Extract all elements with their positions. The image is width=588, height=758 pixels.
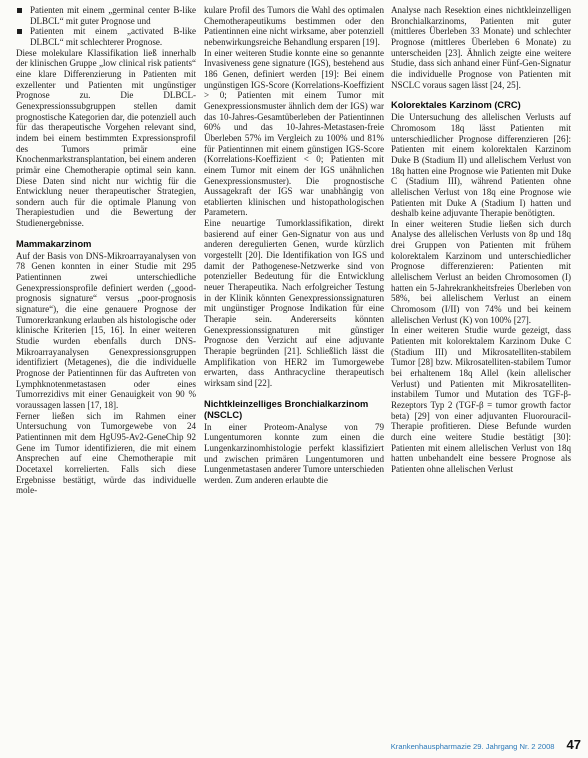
- paragraph: Diese molekulare Klassifikation ließ innerhalb der klinischen Gruppe „low clinical risk patients“ eine klare Differenzierung in Patienten mit exzellenter und Patienten mit ungünstiger Prognose zu. Die DLBCL-Genexpressionssubgruppen stellen damit prognostische Kategorien dar, die potenziell auch für das therapeutische Vorgehen relevant sind, indem bei einem bestimmten Expressionsprofil des Tumors primär eine Knochenmarkstransplantation, bei einem anderen primär eine Chemotherapie optimal sein kann. Diese Daten sind nicht nur wichtig für die Entwicklung neuer therapeutischer Strategien, sondern auch für die optimale Planung von Therapiestudien und die Bewertung der Studienergebnisse.: [16, 47, 196, 229]
- page-footer: [391, 737, 581, 751]
- text-column-1: [16, 5, 196, 496]
- section-heading-mammakarzinom: Mammakarzinom: [16, 238, 92, 249]
- paragraph: In einer weiteren Studie ließen sich durch Analyse des allelischen Verlusts von 8p und 18q drei Gruppen von Patienten mit frühem kolorektalem Karzinom und unterschiedlicher Prognose differenzieren: Patienten mit allelischem Verlust an beiden Chromosomen (I) hatten ein 5-Jahrekrankheitsfreies Überleben von 58%, bei allelischem Verlust an einem Chromosom (I/II) von 74% und bei keinem allelischen Verlust (K) von 100% [27].: [391, 218, 571, 325]
- text-column-3: [391, 5, 571, 475]
- paragraph: Auf der Basis von DNS-Mikroarrayanalysen von 78 Genen konnten in einer Studie mit 295 Patientinnen zwei unterschiedliche Genexpressionsprofile definiert werden („good-prognosis signature“ versus „poor-prognosis signature“), die eine genauere Prognose der Tumorerkrankung erlauben als histologische oder klinische Kriterien [15, 16]. In einer weiteren Studie wurden ebenfalls durch DNS-Mikroarrayanalysen Genexpressionsgruppen identifiziert (Metagenes), die die individuelle Prognose der Patientinnen für das Auftreten von Lymphknotenmetastasen oder eines Tumorrezidivs mit einer Genauigkeit von 90 % voraussagen lassen [17, 18].: [16, 250, 196, 410]
- section-heading-crc: Kolorektales Karzinom (CRC): [391, 100, 521, 111]
- paragraph: In einer weiteren Studie wurde gezeigt, dass Patienten mit kolorektalem Karzinom Duke C (Stadium III) und Mikrosatelliten-stabilem Tumor [28] bzw. Mikrosatelliten-stabilem Tumor bei erhaltenem 18q Allel (kein allelischer Verlust) und Patienten mit Mikrosatelliten-instabilem Tumor und Mutation des TGF-β-Rezeptors Typ 2 (TGF-β = tumor growth factor beta) [29] von einer adjuvanten Fluorouracil-Therapie profitieren. Diese Befunde wurden durch eine weitere Studie bestätigt [30]: Patienten mit einem allelischen Verlust von 18q hatten unbehandelt eine bessere Prognose als Patienten ohne allelischen Verlust: [391, 325, 571, 474]
- paragraph: Eine neuartige Tumorklassifikation, direkt basierend auf einer Gen-Signatur von aus und anderen deregulierten Genen, wurde kürzlich vorgestellt [20]. Die Identifikation von IGS und damit der Pathogenese-Netzwerke sind von potenzieller Bedeutung für die Entwicklung neuer Therapeutika. Nach erfolgreicher Testung in der Klinik könnten Genexpressionssignaturen mit ungünstiger Prognose Indikation für eine Therapie sein. Andererseits könnten Genexpressionssignaturen mit günstiger Prognose den Verzicht auf eine adjuvante Therapie begründen [21]. Schließlich lässt die Amplifikation von HER2 im Tumorgewebe erwarten, dass Anthracycline therapeutisch wirksam sind [22].: [204, 218, 384, 388]
- bullet-item: Patienten mit einem „germinal center B-like DLBCL“ mit guter Prognose und: [16, 5, 196, 26]
- paragraph: Die Untersuchung des allelischen Verlusts auf Chromosom 18q lässt Patienten mit unterschiedlicher Prognose differenzieren [26]: Patienten mit einem kolorektalen Karzinom Duke B (Stadium II) und allelischem Verlust von 18q hatten eine Prognose wie Patienten mit Duke C (Stadium III), während Patienten ohne allelischen Verlust von 18q eine Prognose wie Patienten mit Duke A (Stadium I) hatten und deshalb keine adjuvante Therapie benötigten.: [391, 112, 571, 219]
- text-column-2: [204, 5, 384, 486]
- paragraph: Ferner ließen sich im Rahmen einer Untersuchung von Tumorgewebe von 24 Patientinnen mit dem HgU95-Av2-GeneChip 92 Gene im Tumor identifizieren, die mit einem Ansprechen auf eine Chemotherapie mit Docetaxel korrelierten. Falls sich diese Ergebnisse bestätigt, würde das individuelle mole-: [16, 410, 196, 496]
- paragraph: In einer weiteren Studie konnte eine so genannte Invasiveness gene signature (IGS), bestehend aus 186 Genen, definiert werden [19]: Bei einem ungünstigen IGS-Score (Korrelations-Koeffizient > 0; Patienten mit einem Tumor mit Genexpressionsmuster ähnlich dem der IGS) war das 10-Jahres-Gesamtüberleben der Patientinnen 60% und das 10-Jahres-Metastasen-freie Überleben 57% im Vergleich zu 100% und 81% für Patientinnen mit einem günstigen IGS-Score (Korrelations-Koeffizient < 0; Patienten mit einem Tumor mit einem der IGS unähnlichen Genexpressionsmuster). Die prognostische Aussagekraft der IGS war unabhängig von etablierten klinischen und histopathologischen Parametern.: [204, 47, 384, 218]
- paragraph: In einer Proteom-Analyse von 79 Lungentumoren konnte zum einen die Lungenkarzinomhistologie perfekt klassifiziert und zwischen primären Lungentumoren und Lungenmetastasen anderer Tumore unterschieden werden. Zum anderen erlaubte die: [204, 421, 384, 485]
- section-heading-nsclc: Nichtkleinzelliges Bronchialkarzinom (NSCLC): [204, 398, 369, 420]
- bullet-list: [16, 5, 196, 48]
- paragraph: kulare Profil des Tumors die Wahl des optimalen Chemotherapeutikums bestimmen oder den Patientinnen eine nicht wirksame, aber potenziell nebenwirkungsreiche Behandlung ersparen [19].: [204, 5, 384, 47]
- journal-citation: Krankenhauspharmazie 29. Jahrgang Nr. 2 2008: [390, 742, 555, 751]
- paragraph: Analyse nach Resektion eines nichtkleinzelligen Bronchialkarzinoms, Patienten mit guter (mittleres Überleben 33 Monate) und schlechter Prognose (mittleres Überleben 6 Monate) zu unterscheiden [23]. Ähnlich zeigte eine weitere Studie, dass sich anhand einer Fünf-Gen-Signatur die individuelle Prognose von Patienten mit NSCLC voraus sagen lässt [24, 25].: [391, 5, 571, 90]
- bullet-item: Patienten mit einem „activated B-like DLBCL“ mit schlechterer Prognose.: [16, 26, 196, 47]
- page-number: 47: [566, 737, 581, 752]
